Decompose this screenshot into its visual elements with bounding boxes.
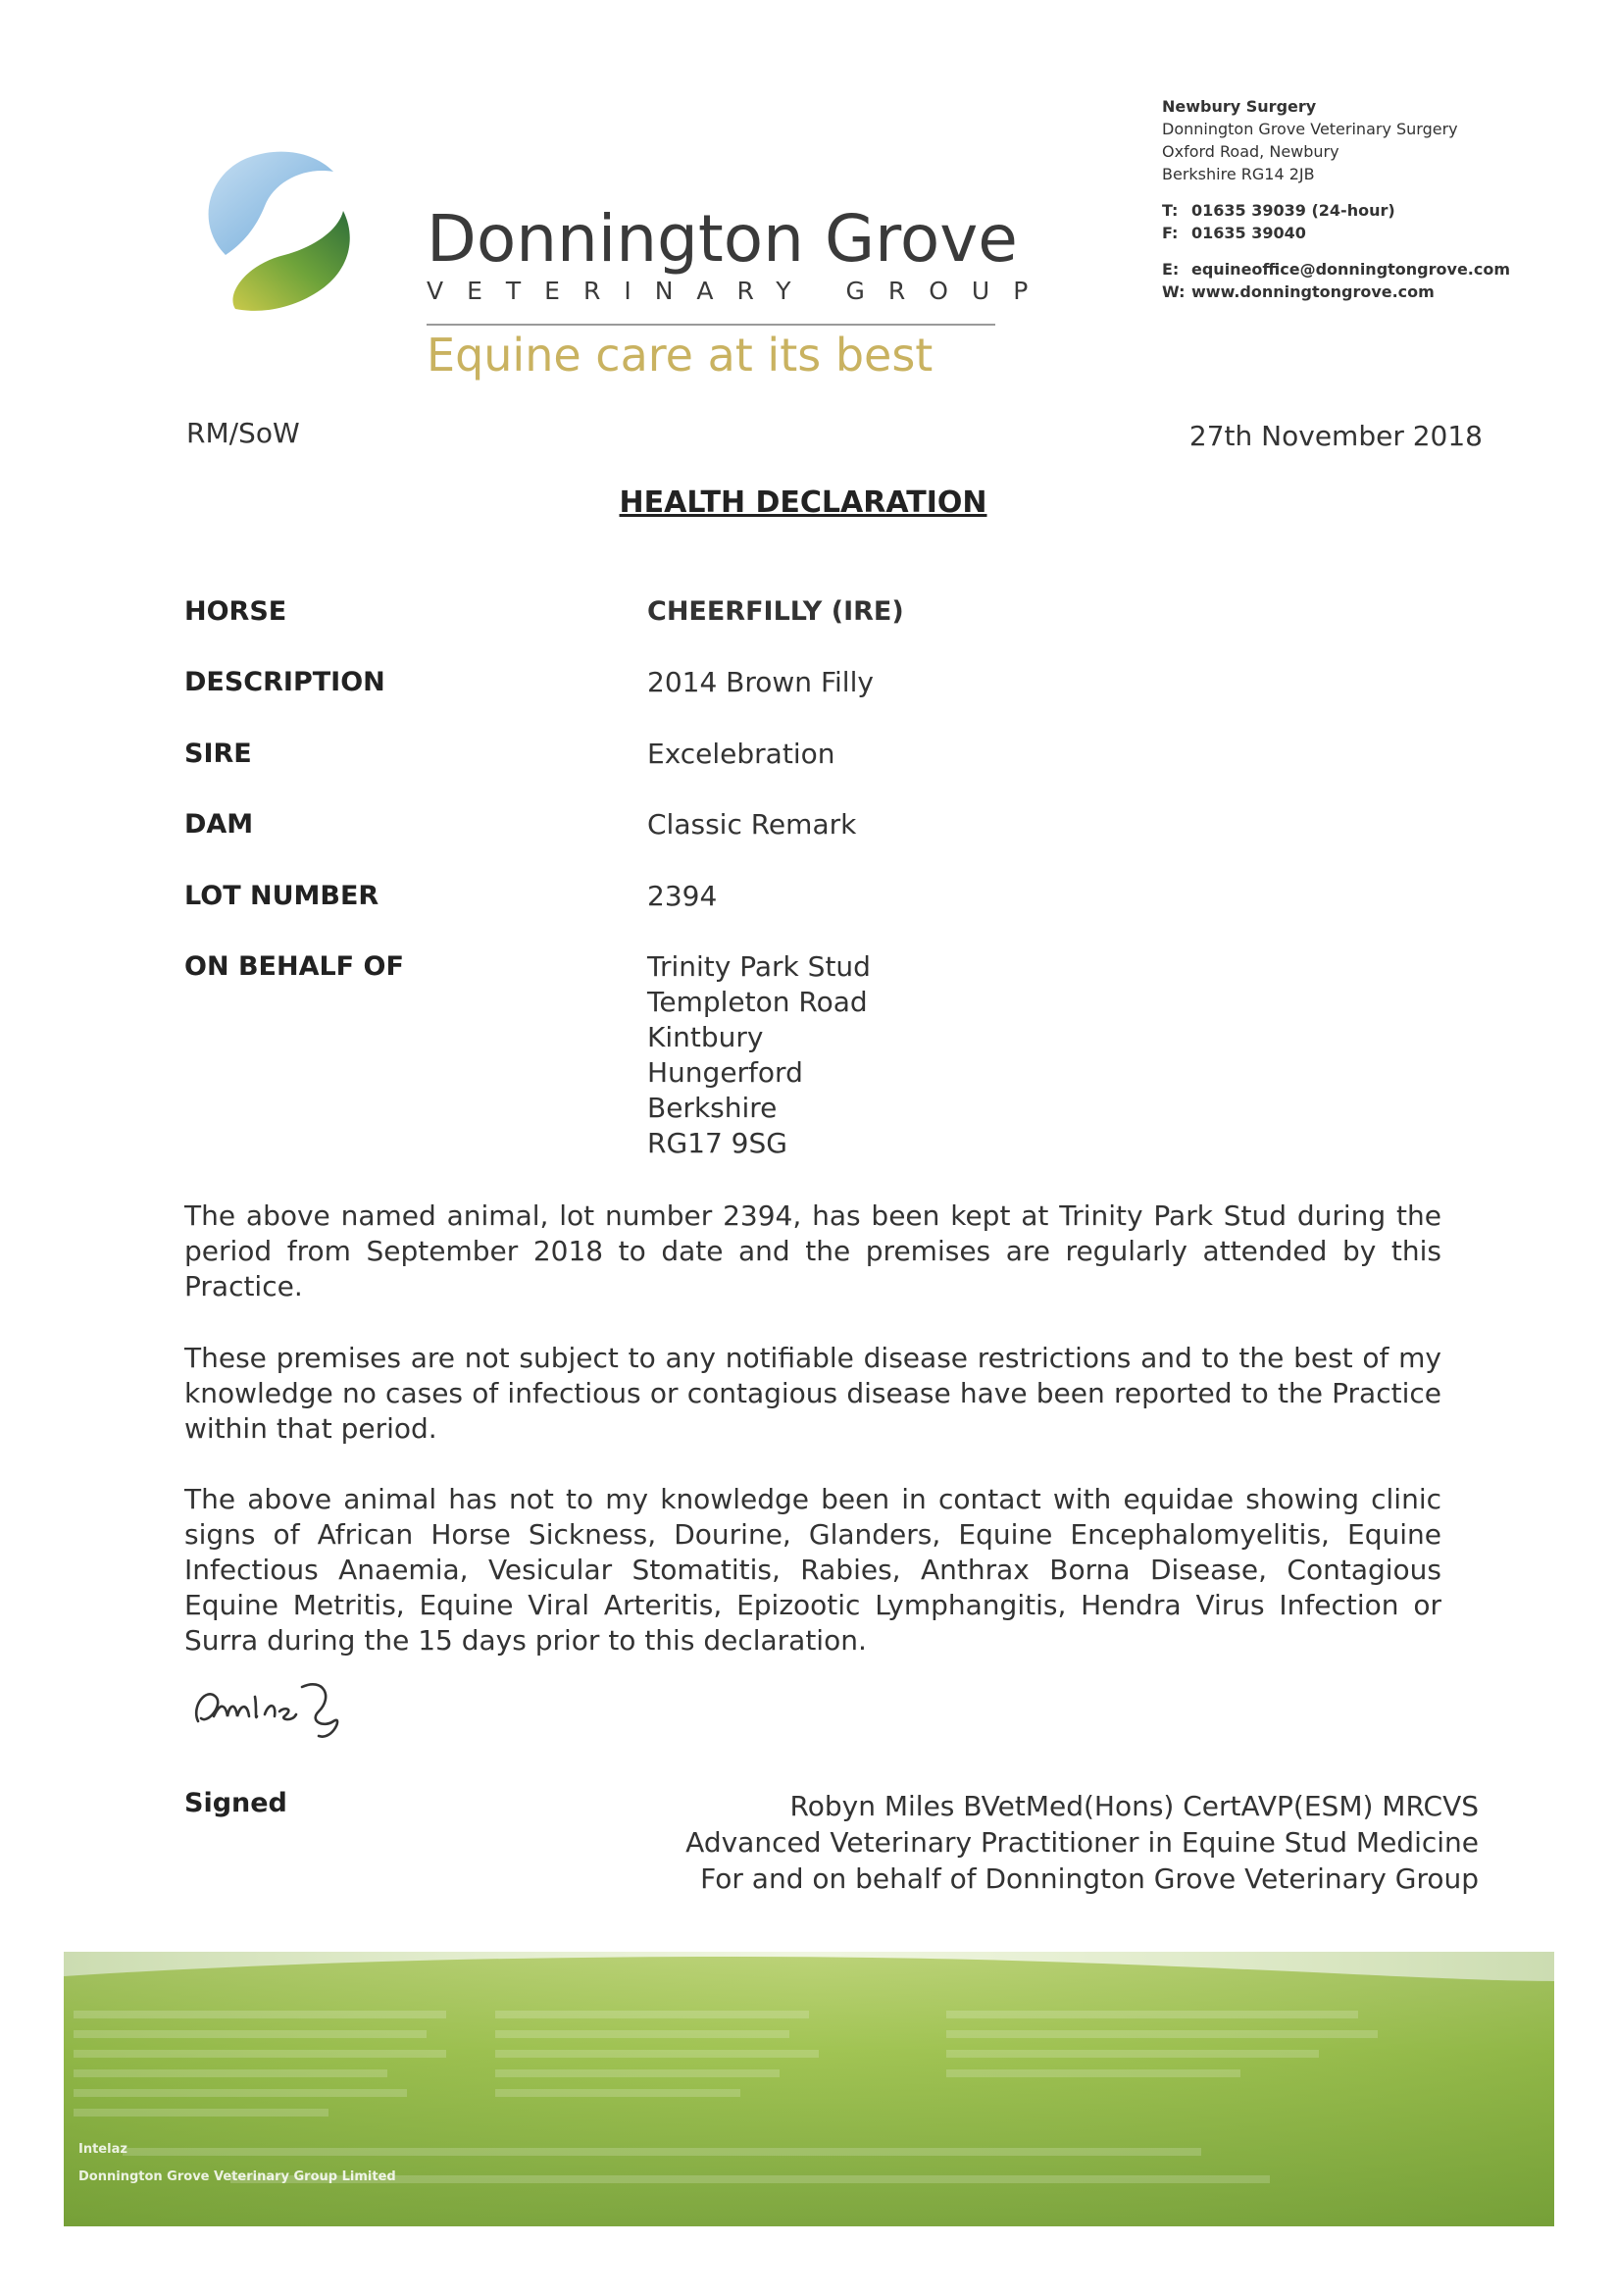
paragraph-2: These premises are not subject to any notifiable disease restrictions and to the best of my knowledge no cases of infectious or contagious disease have been reported to the Practice within that period. (184, 1342, 1441, 1445)
address-line: Berkshire (647, 1092, 778, 1124)
field-label-horse: HORSE (184, 596, 287, 627)
contact-block (1162, 95, 1510, 303)
paragraph-1: The above named animal, lot number 2394, has been kept at Trinity Park Stud during the period from September 2018 to date and the premises are regularly attended by this Practice. (184, 1199, 1441, 1302)
address-line: Donnington Grove Veterinary Surgery (1162, 120, 1458, 138)
field-label-sire: SIRE (184, 739, 252, 769)
field-label-description: DESCRIPTION (184, 667, 385, 697)
field-label-on-behalf-of: ON BEHALF OF (184, 951, 404, 982)
footer-band (64, 1952, 1554, 2226)
field-value-on-behalf-of (647, 949, 871, 1161)
letter-date: 27th November 2018 (1188, 420, 1483, 452)
address-line: Trinity Park Stud (647, 950, 871, 983)
signature-image (186, 1667, 402, 1746)
signer-title: Advanced Veterinary Practitioner in Equine Stud Medicine (685, 1826, 1479, 1859)
field-label-lot-number: LOT NUMBER (184, 881, 379, 911)
address-line: Oxford Road, Newbury (1162, 142, 1339, 161)
field-value-horse: CHEERFILLY (IRE) (647, 596, 904, 627)
surgery-name: Newbury Surgery (1162, 97, 1317, 116)
field-value-sire: Excelebration (647, 738, 835, 770)
contact-website[interactable]: W: www.donningtongrove.com (1162, 282, 1435, 301)
signer-org: For and on behalf of Donnington Grove Veterinary Group (700, 1862, 1479, 1895)
logo-icon (186, 147, 358, 314)
address-line: Berkshire RG14 2JB (1162, 165, 1315, 183)
address-line: Kintbury (647, 1021, 764, 1053)
document-title: HEALTH DECLARATION (619, 485, 987, 520)
brand-tagline: Equine care at its best (427, 329, 934, 382)
contact-fax: F: 01635 39040 (1162, 224, 1306, 242)
contact-email[interactable]: E: equineoffice@donningtongrove.com (1162, 260, 1511, 279)
footer-line-2: Donnington Grove Veterinary Group Limited (78, 2169, 396, 2184)
address-line: Templeton Road (647, 986, 868, 1018)
footer-line-1: Intelaz (78, 2142, 127, 2157)
brand-name: Donnington Grove (427, 201, 1018, 277)
contact-phone: T: 01635 39039 (24-hour) (1162, 201, 1395, 220)
paragraph-3: The above animal has not to my knowledge been in contact with equidae showing clinic signs of African Horse Sickness, Dourine, Glanders, Equine Encephalomyelitis, Equine Infectious Anaemia, Vesicular Stomatitis, Rabies, Anthrax Borna Disease, Contagious Equine Metritis, Equine Viral Arteritis, Epizootic Lymphangitis, Hendra Virus Infection or Surra during the 15 days prior to this declaration. (184, 1483, 1441, 1657)
signer-name: Robyn Miles BVetMed(Hons) CertAVP(ESM) MRCVS (789, 1790, 1479, 1822)
brand-subtitle: VETERINARY GROUP (427, 277, 1052, 305)
field-value-dam: Classic Remark (647, 808, 857, 841)
address-line: Hungerford (647, 1056, 803, 1089)
address-line: RG17 9SG (647, 1127, 787, 1159)
field-label-dam: DAM (184, 809, 254, 840)
brand-divider (427, 324, 995, 326)
field-value-lot-number: 2394 (647, 880, 718, 912)
reference: RM/SoW (186, 417, 300, 449)
signed-label: Signed (184, 1788, 287, 1818)
signer-block (685, 1788, 1479, 1897)
field-value-description: 2014 Brown Filly (647, 666, 874, 698)
